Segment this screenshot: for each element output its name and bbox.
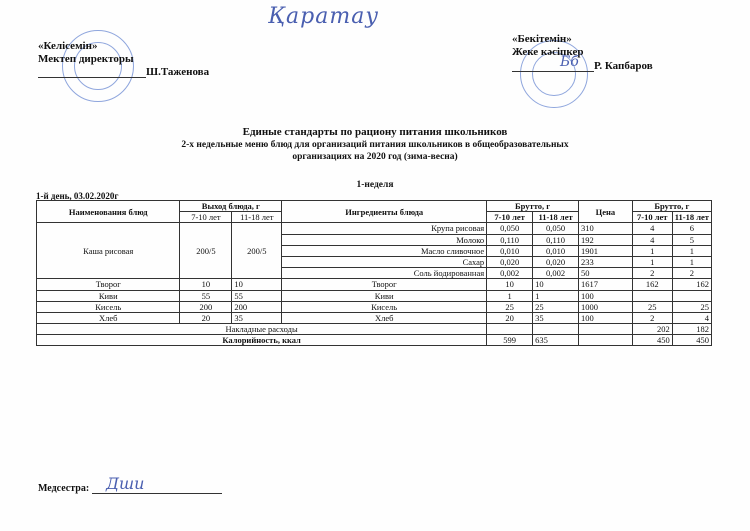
week-label: 1-неделя bbox=[356, 180, 394, 190]
nurse-handwritten-signature: Дши bbox=[106, 474, 145, 493]
cost-value: 6 bbox=[672, 223, 711, 234]
day-label: 1-й день, 03.02.2020г bbox=[36, 191, 119, 201]
dish-name: Творог bbox=[37, 279, 180, 290]
handwritten-location-note: Қаратау bbox=[268, 4, 380, 29]
brutto-value: 0,010 bbox=[487, 245, 533, 256]
ingredient-name: Молоко bbox=[282, 234, 487, 245]
cost-value: 1 bbox=[672, 245, 711, 256]
price-value: 1617 bbox=[579, 279, 633, 290]
brutto-value: 0,110 bbox=[487, 234, 533, 245]
table-header-row bbox=[37, 201, 712, 212]
cost-value: 25 bbox=[632, 301, 672, 312]
cost-value: 2 bbox=[672, 268, 711, 279]
table-row bbox=[37, 279, 712, 290]
overhead-cost: 182 bbox=[672, 324, 711, 335]
right-handwritten-signature: Бб bbox=[560, 54, 579, 70]
brutto-value: 0,002 bbox=[533, 268, 579, 279]
left-approval-line1: «Келісемін» bbox=[38, 40, 98, 52]
cost-value: 2 bbox=[632, 312, 672, 323]
cost-value: 162 bbox=[672, 279, 711, 290]
calories-empty bbox=[579, 335, 633, 346]
cost-value: 4 bbox=[672, 312, 711, 323]
cost-value: 4 bbox=[632, 234, 672, 245]
brutto-value: 0,110 bbox=[533, 234, 579, 245]
ingredient-name: Кисель bbox=[282, 301, 487, 312]
header-output: Выход блюда, г bbox=[180, 201, 282, 212]
subheader-age: 7-10 лет bbox=[487, 212, 533, 223]
brutto-value: 25 bbox=[487, 301, 533, 312]
header-brutto: Брутто, г bbox=[487, 201, 579, 212]
right-signer-name: Р. Капбаров bbox=[594, 60, 653, 72]
brutto-value: 1 bbox=[533, 290, 579, 301]
brutto-value: 10 bbox=[487, 279, 533, 290]
table-row bbox=[37, 290, 712, 301]
overhead-empty bbox=[533, 324, 579, 335]
right-approval-line1: «Бекітемін» bbox=[512, 33, 572, 45]
brutto-value: 20 bbox=[487, 312, 533, 323]
price-value: 192 bbox=[579, 234, 633, 245]
cost-value: 25 bbox=[672, 301, 711, 312]
overhead-cost: 202 bbox=[632, 324, 672, 335]
calories-value: 635 bbox=[533, 335, 579, 346]
brutto-value: 35 bbox=[533, 312, 579, 323]
dish-name: Кисель bbox=[37, 301, 180, 312]
cost-value: 162 bbox=[632, 279, 672, 290]
cost-value: 1 bbox=[632, 256, 672, 267]
dish-output: 10 bbox=[180, 279, 232, 290]
table-row bbox=[37, 301, 712, 312]
nurse-label: Медсестра: bbox=[38, 483, 90, 494]
calories-label: Калорийность, ккал bbox=[37, 335, 487, 346]
brutto-value: 0,002 bbox=[487, 268, 533, 279]
subheader-age: 7-10 лет bbox=[180, 212, 232, 223]
dish-output: 200/5 bbox=[180, 223, 232, 279]
table-row bbox=[37, 312, 712, 323]
subheader-age: 11-18 лет bbox=[533, 212, 579, 223]
right-approval-line2: Жеке кәсіпкер bbox=[512, 46, 584, 58]
dish-name: Киви bbox=[37, 290, 180, 301]
header-brutto-cost: Брутто, г bbox=[632, 201, 711, 212]
calories-row bbox=[37, 335, 712, 346]
document-title: Единые стандарты по рациону питания школьников bbox=[242, 126, 508, 138]
ingredient-name: Масло сливочное bbox=[282, 245, 487, 256]
subheader-age: 11-18 лет bbox=[672, 212, 711, 223]
table-row bbox=[37, 223, 712, 234]
cost-value bbox=[632, 290, 672, 301]
document-subtitle-line2: организациях на 2020 год (зима-весна) bbox=[292, 152, 458, 162]
brutto-value: 0,010 bbox=[533, 245, 579, 256]
cost-value bbox=[672, 290, 711, 301]
brutto-value: 0,050 bbox=[487, 223, 533, 234]
dish-output: 10 bbox=[232, 279, 282, 290]
cost-value: 4 bbox=[632, 223, 672, 234]
brutto-value: 1 bbox=[487, 290, 533, 301]
dish-output: 200 bbox=[232, 301, 282, 312]
cost-value: 5 bbox=[672, 234, 711, 245]
ingredient-name: Киви bbox=[282, 290, 487, 301]
ingredient-name: Творог bbox=[282, 279, 487, 290]
left-approval-line2: Мектеп директоры bbox=[38, 53, 134, 65]
dish-output: 200/5 bbox=[232, 223, 282, 279]
dish-output: 200 bbox=[180, 301, 232, 312]
overhead-empty bbox=[579, 324, 633, 335]
dish-output: 55 bbox=[180, 290, 232, 301]
price-value: 50 bbox=[579, 268, 633, 279]
calories-value: 599 bbox=[487, 335, 533, 346]
cost-value: 1 bbox=[672, 256, 711, 267]
overhead-row bbox=[37, 324, 712, 335]
price-value: 233 bbox=[579, 256, 633, 267]
left-signer-name: Ш.Таженова bbox=[146, 66, 210, 78]
document-subtitle-line1: 2-х недельные меню блюд для организаций питания школьников в общеобразовательных bbox=[181, 140, 569, 150]
dish-output: 55 bbox=[232, 290, 282, 301]
brutto-value: 10 bbox=[533, 279, 579, 290]
dish-name: Каша рисовая bbox=[37, 223, 180, 279]
right-signature-line bbox=[512, 71, 594, 72]
price-value: 100 bbox=[579, 312, 633, 323]
price-value: 310 bbox=[579, 223, 633, 234]
price-value: 1000 bbox=[579, 301, 633, 312]
overhead-label: Накладные расходы bbox=[37, 324, 487, 335]
calories-cost: 450 bbox=[632, 335, 672, 346]
brutto-value: 0,020 bbox=[487, 256, 533, 267]
dish-output: 35 bbox=[232, 312, 282, 323]
header-dish: Наименования блюд bbox=[37, 201, 180, 223]
dish-name: Хлеб bbox=[37, 312, 180, 323]
nurse-signature-line bbox=[92, 493, 222, 494]
brutto-value: 25 bbox=[533, 301, 579, 312]
cost-value: 2 bbox=[632, 268, 672, 279]
left-signature-line bbox=[38, 77, 146, 78]
brutto-value: 0,020 bbox=[533, 256, 579, 267]
overhead-empty bbox=[487, 324, 533, 335]
subheader-age: 11-18 лет bbox=[232, 212, 282, 223]
cost-value: 1 bbox=[632, 245, 672, 256]
brutto-value: 0,050 bbox=[533, 223, 579, 234]
price-value: 1901 bbox=[579, 245, 633, 256]
dish-output: 20 bbox=[180, 312, 232, 323]
menu-table bbox=[36, 200, 712, 346]
subheader-age: 7-10 лет bbox=[632, 212, 672, 223]
calories-cost: 450 bbox=[672, 335, 711, 346]
ingredient-name: Сахар bbox=[282, 256, 487, 267]
header-price: Цена bbox=[579, 201, 633, 223]
header-ingredients: Ингредиенты блюда bbox=[282, 201, 487, 223]
ingredient-name: Соль йодированная bbox=[282, 268, 487, 279]
ingredient-name: Хлеб bbox=[282, 312, 487, 323]
price-value: 100 bbox=[579, 290, 633, 301]
ingredient-name: Крупа рисовая bbox=[282, 223, 487, 234]
